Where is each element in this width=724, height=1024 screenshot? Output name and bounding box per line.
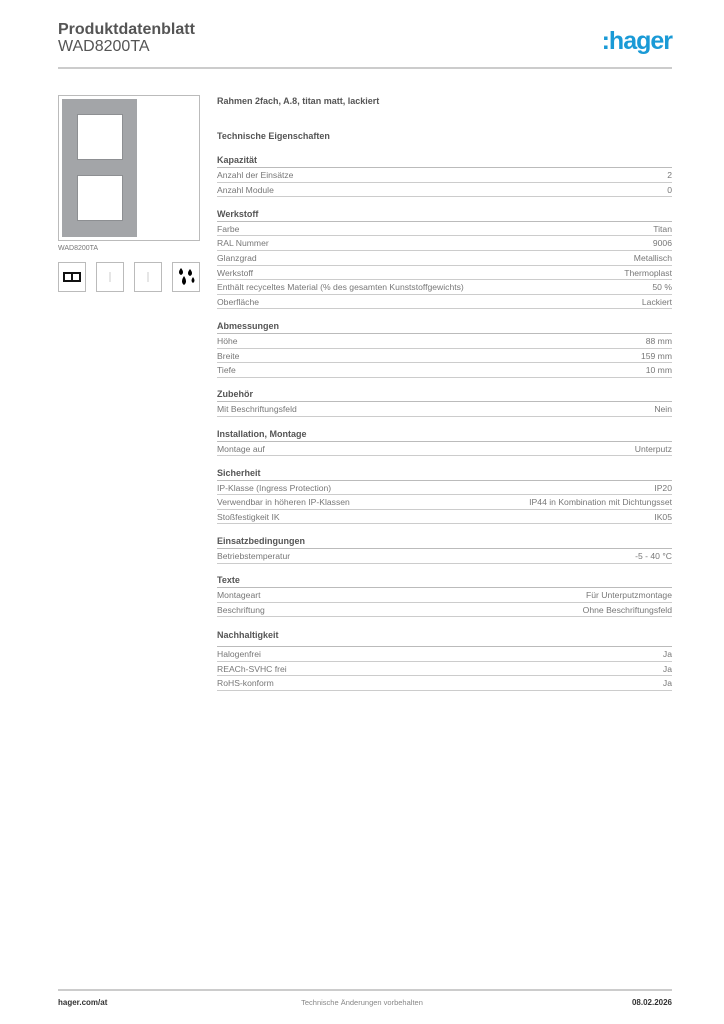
table-row	[217, 251, 672, 266]
product-image	[58, 95, 200, 241]
property-label: RoHS-konform	[217, 678, 274, 689]
property-value: -5 - 40 °C	[635, 551, 672, 562]
frame-picture	[62, 99, 137, 237]
table-row	[217, 662, 672, 677]
section-8	[217, 627, 672, 691]
table-row	[217, 510, 672, 525]
image-caption: WAD8200TA	[58, 245, 99, 252]
table-row	[217, 295, 672, 310]
property-label: Beschriftung	[217, 604, 265, 615]
blank-icon	[134, 262, 162, 292]
property-value: Thermoplast	[624, 267, 672, 278]
property-label: Stoßfestigkeit IK	[217, 511, 280, 522]
table-row	[217, 363, 672, 378]
footer-date: 08.02.2026	[631, 998, 672, 1007]
property-label: REACh-SVHC frei	[217, 663, 287, 674]
property-value: 0	[667, 184, 672, 195]
double-frame-icon	[58, 262, 86, 292]
property-value: IP20	[654, 482, 672, 493]
table-row	[217, 549, 672, 564]
table-row	[217, 183, 672, 198]
property-label: Oberfläche	[217, 296, 260, 307]
table-row	[217, 647, 672, 662]
water-drops-icon	[172, 262, 200, 292]
property-label: Halogenfrei	[217, 649, 261, 660]
section-heading: Nachhaltigkeit	[217, 627, 672, 647]
property-label: RAL Nummer	[217, 238, 269, 249]
property-label: Betriebstemperatur	[217, 551, 291, 562]
property-value: Lackiert	[641, 296, 672, 307]
table-row	[217, 266, 672, 281]
frame-opening	[77, 114, 123, 160]
table-row	[217, 676, 672, 691]
property-value: Unterputz	[634, 443, 672, 454]
section-7	[217, 573, 672, 617]
property-label: Montage auf	[217, 443, 265, 454]
property-value: Ja	[662, 649, 672, 660]
section-1	[217, 207, 672, 310]
section-heading: Einsatzbedingungen	[217, 534, 672, 549]
property-label: IP-Klasse (Ingress Protection)	[217, 482, 332, 493]
property-value: IK05	[654, 511, 672, 522]
table-row	[217, 236, 672, 251]
table-row	[217, 168, 672, 183]
property-label: Höhe	[217, 335, 238, 346]
property-value: Titan	[653, 223, 672, 234]
property-label: Werkstoff	[217, 267, 253, 278]
footer-website: hager.com/at	[58, 998, 108, 1007]
table-row	[217, 442, 672, 457]
property-label: Mit Beschriftungsfeld	[217, 404, 297, 415]
table-row	[217, 280, 672, 295]
section-heading: Installation, Montage	[217, 427, 672, 442]
section-heading: Kapazität	[217, 153, 672, 168]
section-heading: Sicherheit	[217, 466, 672, 481]
property-value: Nein	[654, 404, 672, 415]
table-row	[217, 588, 672, 603]
properties-table	[217, 153, 672, 700]
table-row	[217, 495, 672, 510]
property-label: Glanzgrad	[217, 252, 257, 263]
footer-divider	[58, 989, 672, 991]
property-value: 88 mm	[645, 335, 672, 346]
property-label: Verwendbar in höheren IP-Klassen	[217, 497, 350, 508]
section-2	[217, 319, 672, 378]
property-value: Ohne Beschriftungsfeld	[582, 604, 672, 615]
property-value: 10 mm	[645, 365, 672, 376]
property-value: 2	[667, 170, 672, 180]
property-label: Farbe	[217, 223, 240, 234]
blank-icon	[96, 262, 124, 292]
property-label: Tiefe	[217, 365, 236, 376]
table-row	[217, 481, 672, 496]
property-value: Für Unterputzmontage	[586, 590, 672, 601]
section-heading: Abmessungen	[217, 319, 672, 334]
section-title: Technische Eigenschaften	[217, 131, 330, 141]
frame-opening	[77, 175, 123, 221]
section-heading: Texte	[217, 573, 672, 588]
section-6	[217, 534, 672, 564]
section-3	[217, 387, 672, 417]
footer-note: Technische Änderungen vorbehalten	[301, 998, 423, 1007]
property-label: Breite	[217, 350, 240, 361]
section-4	[217, 427, 672, 457]
property-value: 9006	[652, 238, 672, 249]
property-label: Enthält recyceltes Material (% des gesamten Kunststoffgewichts)	[217, 282, 464, 293]
table-row	[217, 402, 672, 417]
page-title: Produktdatenblatt	[58, 21, 195, 38]
product-code: WAD8200TA	[58, 38, 150, 55]
hager-logo: :hager	[601, 27, 672, 55]
section-heading: Werkstoff	[217, 207, 672, 222]
header-divider	[58, 67, 672, 69]
property-value: Ja	[662, 678, 672, 689]
property-value: 50 %	[652, 282, 672, 293]
property-label: Montageart	[217, 590, 261, 601]
product-description: Rahmen 2fach, A.8, titan matt, lackiert	[217, 96, 380, 106]
property-label: Anzahl der Einsätze	[217, 170, 294, 180]
property-value: 159 mm	[640, 350, 672, 361]
section-heading: Zubehör	[217, 387, 672, 402]
table-row	[217, 349, 672, 364]
table-row	[217, 603, 672, 618]
table-row	[217, 334, 672, 349]
section-5	[217, 466, 672, 525]
section-0	[217, 153, 672, 197]
table-row	[217, 222, 672, 237]
property-label: Anzahl Module	[217, 184, 274, 195]
property-value: Ja	[662, 663, 672, 674]
property-value: Metallisch	[633, 252, 672, 263]
property-value: IP44 in Kombination mit Dichtungsset	[529, 497, 672, 508]
